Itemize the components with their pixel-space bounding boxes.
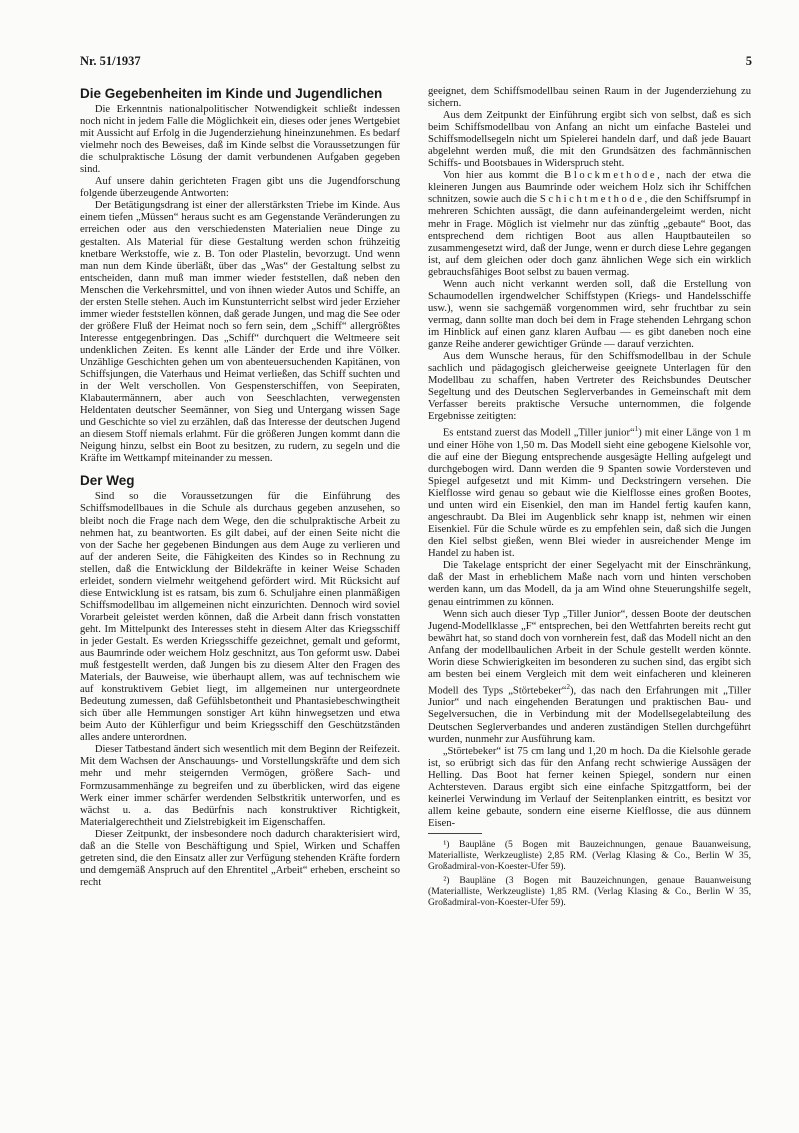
paragraph: Die Erkenntnis nationalpolitischer Notwendigkeit schließt indessen noch nicht in jedem Falle die Möglichkeit ein, dieses oder jenes Wertgebiet mit Aussicht auf Erfolg in die Jugenderziehung hineinzunehmen. Es bedarf vielmehr noch des Beweises, daß im Kinde selbst die Voraussetzungen für die schulpraktische Lösung der damit verbundenen Aufgaben gegeben sind. (80, 104, 400, 176)
paragraph (428, 609, 751, 746)
right-column (428, 86, 751, 911)
paragraph: „Störtebeker“ ist 75 cm lang und 1,20 m hoch. Da die Kielsohle gerade ist, so erübrigt sich das für den Anfang recht schwierige Aussägen der Helling. Das Boot hat ferner keinen Spiegel, sondern nur einen Achtersteven. Daraus ergibt sich eine einfache Spitzgattform, bei der keinerlei Verwindung im Verlauf der Seitenplanken eintritt, es besitzt vor allem keine gebaute, sondern eine eiserne Kielflosse, die aus dünnem Eisen- (428, 745, 751, 829)
text-run: ) mit einer Länge von 1 m und einer Höhe von 1,50 m. Das Modell sieht eine gebogene Kielsohle vor, die auf eine der Biegung entsprechende ausgesägte Helling aufgelegt und durchgebogen wird. Dann werden die 9 Spanten sowie Vordersteven und Spiegel aufgesetzt und mit Kimm- und Deckstringern versehen. Die Kielflosse wird genau so gebaut wie die Kielflosse eines großen Bootes, und unten wird ein Eisenkiel, den man im Handel fertig kaufen kann, angeschraubt. Da Blei im Augenblick sehr knapp ist, nehmen wir einen Eisenkiel. Für die Schule würde es zu empfehlen sein, daß sich die Jungen den Kiel selbst gießen, wenn Blei wieder in ausreichender Menge im Handel zu haben ist. (428, 427, 751, 560)
text-run: , nach der etwa die kleineren Jungen aus Baumrinde oder weichem Holz sich ihr Schiffchen schnitzen, sowie auch die (428, 170, 751, 206)
paragraph: Auf unsere dahin gerichteten Fragen gibt uns die Jugendforschung folgende überzeugende Antworten: (80, 176, 400, 200)
paragraph: Aus dem Wunsche heraus, für den Schiffsmodellbau in der Schule sachlich und pädagogisch gleicherweise geeignete Unterlagen für den Modellbau zu schaffen, haben Vertreter des Reichsbundes Deutscher Segeltung und des Deutschen Seglerverbandes in Gemeinschaft mit dem Verfasser bereits praktische Versuche unternommen, die folgende Ergebnisse zeitigten: (428, 351, 751, 423)
issue-number: Nr. 51/1937 (80, 54, 141, 68)
page-number: 5 (745, 54, 752, 68)
paragraph: Dieser Zeitpunkt, der insbesondere noch dadurch charakterisiert wird, daß an die Stelle von Beschäftigung und Spiel, Wirken und Schaffen getreten sind, die den Einsatz aller zur Verfügung stehenden Kräfte fordern und demgemäß Anspruch auf den Ehrentitel „Arbeit“ erheben, erscheint so recht (80, 828, 400, 888)
left-column (80, 86, 400, 889)
paragraph: Dieser Tatbestand ändert sich wesentlich mit dem Beginn der Reifezeit. Mit dem Wachsen der Anschauungs- und Vorstellungskräfte und dem sich mehr und mehr steigernden Vermögen, größere Sach- und Formzusammenhänge zu begreifen und zu überblicken, wird das eigene Werk einer immer schärfer werdenden Selbstkritik unterworfen, und es wächst u. a. das Bedürfnis nach konstruktiver Richtigkeit, Materialgerechtheit und Zielstrebigkeit im Eigenschaffen. (80, 744, 400, 828)
term-blockmethode: Blockmethode (564, 170, 658, 182)
paragraph: Die Takelage entspricht der einer Segelyacht mit der Einschränkung, daß der Mast in erheblichem Maße nach vorn und hinten verschoben werden kann, um das Modell, da ja am Wind ohne Steuerungshilfe segelt, genau eintrimmen zu können. (428, 560, 751, 608)
paragraph: Wenn auch nicht verkannt werden soll, daß die Erstellung von Schaumodellen irgendwelcher Schiffstypen (Kriegs- und Handelsschiffe usw.), wenn sie sachgemäß vorgenommen wird, sehr fruchtbar zu sein vermag, dann sollte man doch bei dem in Frage stehenden Lehrgang schon im Hinblick auf einen ganz klaren Aufbau — es gibt daneben noch eine ganze Reihe anderer gewichtiger Gründe — darauf verzichten. (428, 278, 751, 350)
term-schichtmethode: Schichtmethode (539, 194, 645, 206)
paragraph (428, 423, 751, 560)
footnote-divider (428, 833, 482, 834)
paragraph: Sind so die Voraussetzungen für die Einführung des Schiffsmodellbaues in die Schule als durchaus gegeben anzusehen, so bleibt noch die Frage nach dem Wege, den die schulpraktische Arbeit zu nehmen hat, zu beantworten. Es gilt dabei, auf der einen Seite nicht die von der Sache her gegebenen Bindungen aus dem Auge zu verlieren und auf der anderen Seite, die Fähigkeiten des Kindes so in Rechnung zu stellen, daß die Entwicklung der Bildekräfte in keiner Weise Schaden erleidet, sondern vielmehr weitgehend gefördert wird. Mit Rücksicht auf diese Entwicklung ist es ratsam, bis zum 6. Schuljahre einen planmäßigen Schiffsmodellbau im allgemeinen nicht einzurichten. Dennoch wird soviel Vorarbeit geleistet werden können, daß die Arbeit dann frisch vonstatten geht. Im Mittelpunkt des Interesses steht in diesem Alter das Kriegsschiff in jeder Gestalt. Es werden Kriegsschiffe gezeichnet, gemalt und geformt, aus Baumrinde oder weichem Holz geschnitzt, aus Ton geformt usw. Dabei muß festgestellt werden, daß Jungen bis zu diesem Alter den Fragen des Materials, der Bauweise, wie überhaupt allem, was auf technischem wie auf konstruktivem Gebiet liegt, im allgemeinen nur untergeordnete Bedeutung zumessen, daß Gefühlsbetontheit und Phantasiebeschwingtheit sich über alle Hemmungen sonstiger Art kühn hinwegsetzen und etwa beim Auto der Kühlerfigur und beim Kriegsschiff den Geschützständen alles andere unterordnen. (80, 491, 400, 744)
footnote: ¹) Baupläne (5 Bogen mit Bauzeichnungen, genaue Bauanweisung, Materialliste, Werkzeugliste) 2,85 RM. (Verlag Klasing & Co., Berlin W 35, Großadmiral-von-Koester-Ufer 59). (428, 838, 751, 872)
text-run: Wenn sich auch dieser Typ „Tiller Junior“, dessen Boote der deutschen Jugend-Modellklasse „F“ entsprechen, bei den Wettfahrten bereits recht gut bewährt hat, so stand doch von vornherein fest, daß das Modell nicht an den Anfang der modellbaulichen Arbeit in der Schule gestellt werden könnte. Worin diese Schwierigkeiten im besonderen zu suchen sind, das ergibt sich am besten bei einem Vergleich mit dem weit einfacheren und kleineren Modell des Typs „Störtebeker“ (428, 608, 751, 697)
paragraph: Der Betätigungsdrang ist einer der allerstärksten Triebe im Kinde. Aus einem tiefen „Müssen“ heraus sucht es am Gegenstande Veränderungen zu erreichen oder aus den verschiedensten Materialien neue Dinge zu gestalten. Als Material für diese Gestaltung werden schon frühzeitig knetbare Werkstoffe, wie z. B. Ton oder Plastelin, bevorzugt. Und wenn man nun dem Kinde überläßt, über das „Was“ der Gestaltung selbst zu entscheiden, dann muß man immer wieder feststellen, daß neben den Menschen die Verkehrsmittel, und von ihnen wieder Autos und Schiffe, an der ersten Stelle stehen. Auch im Kunstunterricht selbst wird jeder Erzieher immer wieder feststellen können, daß gerade Jungen, und mag die See oder der größere Fluß der Heimat noch so fern sein, dem „Schiff“ allergrößtes Interesse entgegenbringen. Das „Schiff“ durchquert die Weltmeere seit undenklichen Zeiten. Es kennt alle Länder der Erde und ihre Völker. Unzählige Geschichten gehen um von abenteuersuchenden Kapitänen, von Schiffsjungen, die Vaterhaus und Heimat verließen, das Schiff suchten und in der Welt verschollen. Von Gespensterschiffen, von Seepiraten, Klabautermännern, aber auch von Seeschlachten, verwegensten Heldentaten deutscher Seemänner, von Sieg und Untergang wissen Sage und Geschichte so viel zu erzählen, daß das Interesse der deutschen Jugend an diesem Stoff niemals erlahmt. Für die größeren Jungen kommt dann die Neigung hinzu, selbst ein Boot zu besitzen, zu rudern, zu segeln und die Kräfte im Wettkampf miteinander zu messen. (80, 200, 400, 465)
footnote-ref: 1 (634, 425, 639, 434)
text-run: Es entstand zuerst das Modell „Tiller junior“ (442, 427, 635, 439)
paragraph: geeignet, dem Schiffsmodellbau seinen Raum in der Jugenderziehung zu sichern. (428, 86, 751, 110)
text-run: Von hier aus kommt die (442, 170, 565, 182)
section-heading-gegebenheiten: Die Gegebenheiten im Kinde und Jugendlichen (80, 86, 383, 101)
text-run: , die den Schiffsrumpf in mehreren Schichten aussägt, die dann aufeinandergeleimt werden, nicht mehr in Frage. Möglich ist vielmehr nur das zünftig „gebaute“ Boot, das entsprechend dem richtigen Boot aus allen Hauptbauteilen so zusammengesetzt wird, daß der Junge, wenn er durch diese Lehre gegangen ist, auf dem gleichen oder doch ganz ähnlichen Wege sich ein wirklich gebrauchsfähiges Boot selbst zu bauen vermag. (428, 194, 751, 278)
section-heading-der-weg: Der Weg (80, 473, 135, 489)
footnote: ²) Baupläne (3 Bogen mit Bauzeichnungen, genaue Bauanweisung (Materialliste, Werkzeugliste) 1,85 RM. (Verlag Klasing & Co., Berlin W 35, Großadmiral-von-Koester-Ufer 59). (428, 874, 751, 908)
paragraph: Aus dem Zeitpunkt der Einführung ergibt sich von selbst, daß es sich beim Schiffsmodellbau von Anfang an nicht um einfache Bastelei und Schiffsmodellsegeln nicht um Spielerei handeln darf, und daß jede Bauart abgelehnt werden muß, die mit den Grundsätzen des fachmännischen Schiffs- und Bootsbaues in Widerspruch steht. (428, 110, 751, 170)
page-header (80, 54, 752, 74)
paragraph (428, 170, 751, 278)
text-run: ), das nach den Erfahrungen mit „Tiller Junior“ und nach eingehenden Beratungen und praktischen Bau- und Segelversuchen, die in Verbindung mit der Modellsegelabteilung des Deutschen Seglerverbandes und anderen zuständigen Stellen durchgeführt wurden, nunmehr zur Ausführung kam. (428, 685, 751, 745)
footnote-ref: 2 (566, 682, 570, 691)
